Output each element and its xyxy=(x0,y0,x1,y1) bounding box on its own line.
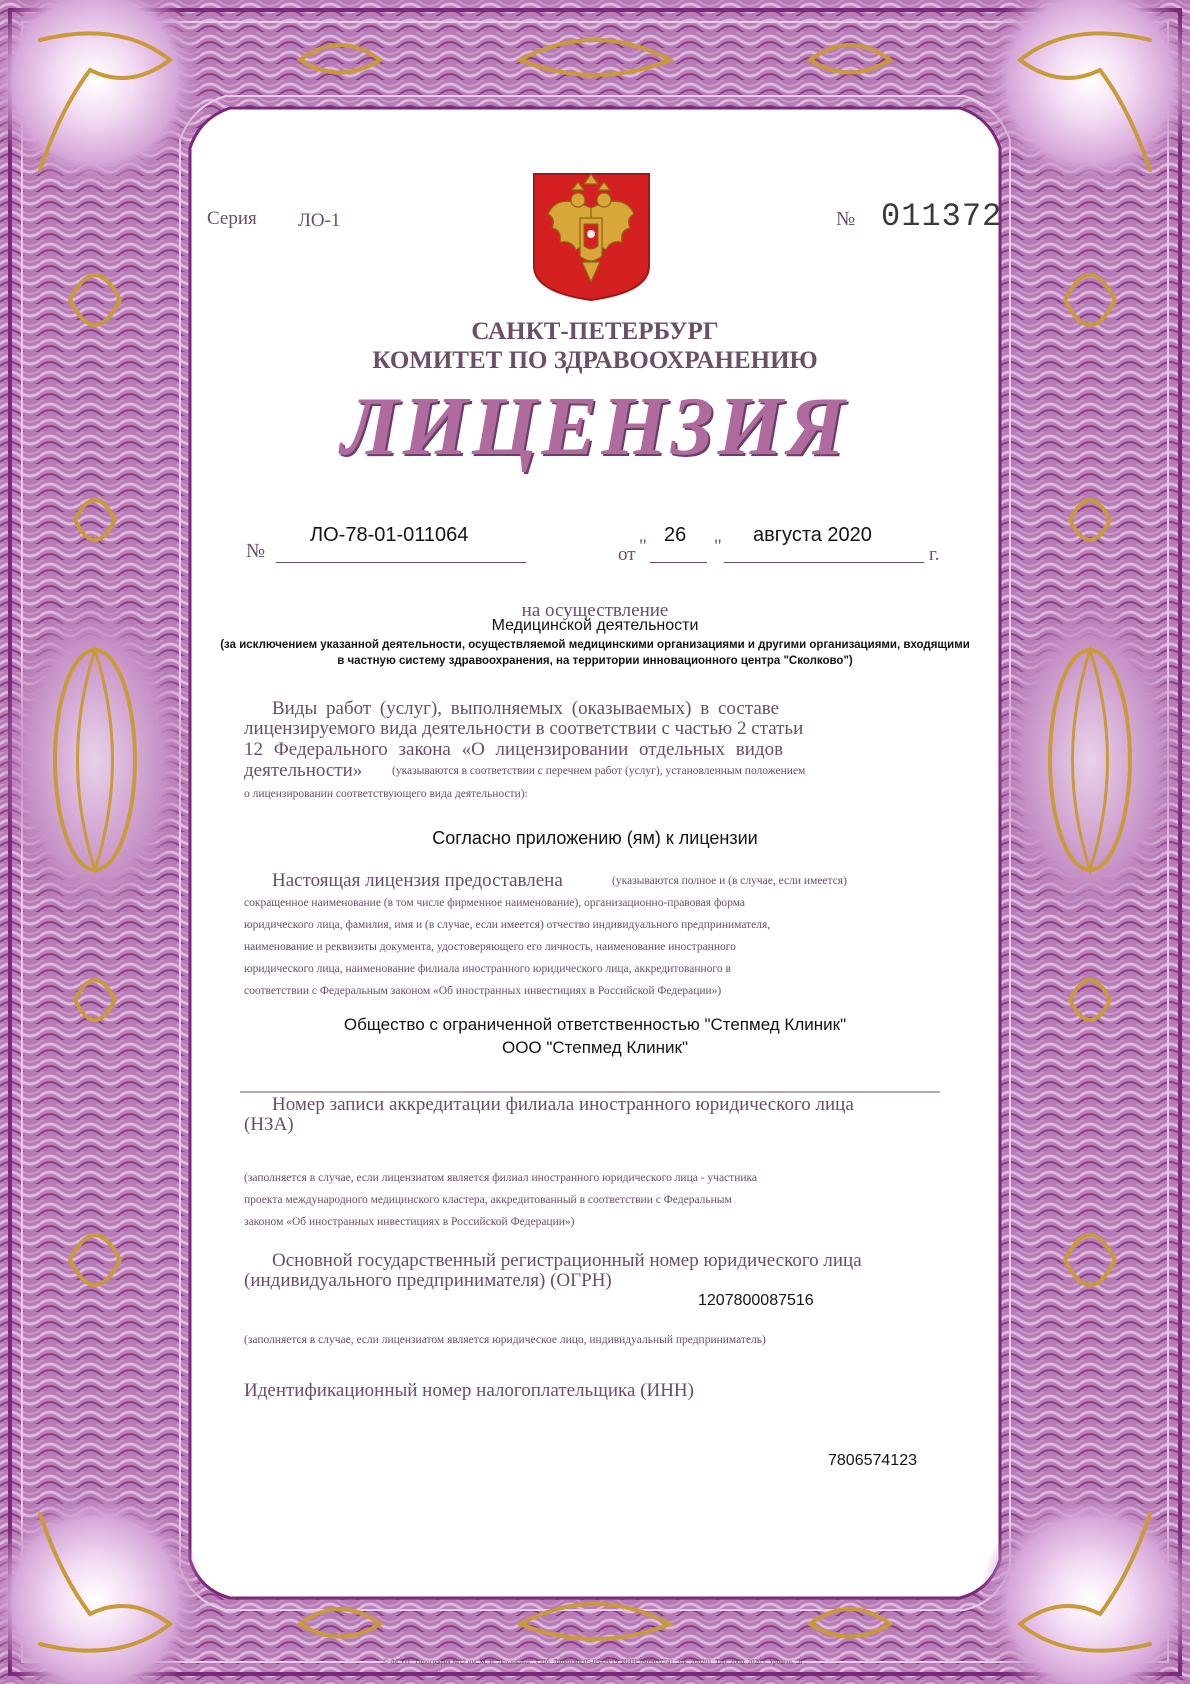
ogrn-text-line1: Основной государственный регистрационный номер юридического лица xyxy=(272,1250,862,1271)
works-text-line3: 12 Федерального закона «О лицензировании отдельных видов xyxy=(244,739,784,760)
works-text-line2: лицензируемого вида деятельности в соответствии с частью 2 статьи xyxy=(244,718,804,739)
ogrn-text-line2: (индивидуального предпринимателя) (ОГРН) xyxy=(244,1270,612,1291)
quote-close: " xyxy=(714,536,722,557)
activity-name: Медицинской деятельности xyxy=(491,617,699,634)
license-day: 26 xyxy=(664,524,687,546)
license-number: ЛО-78-01-011064 xyxy=(310,524,469,546)
nza-text-line1: Номер записи аккредитации филиала иностранного юридического лица xyxy=(272,1094,854,1115)
license-month-year: августа 2020 xyxy=(753,524,872,546)
works-text-line1: Виды работ (услуг), выполняемых (оказываемых) в составе xyxy=(272,698,780,719)
licensee-short-name: ООО "Степмед Клиник" xyxy=(501,1038,689,1057)
licensee-note-line3: юридического лица, фамилия, имя и (в случае, если имеется) отчество индивидуального предпринимателя, xyxy=(244,919,771,931)
authority-title: КОМИТЕТ ПО ЗДРАВООХРАНЕНИЮ xyxy=(372,347,818,374)
form-number-sign: № xyxy=(836,208,856,230)
works-value: Согласно приложению (ям) к лицензии xyxy=(432,828,758,848)
licensee-note-line2: сокращенное наименование (в том числе фирменное наименование), организационно-правовая форма xyxy=(244,897,746,909)
nza-text-line2: (НЗА) xyxy=(244,1114,294,1135)
russian-coat-of-arms-icon xyxy=(530,170,653,303)
licensee-text: Настоящая лицензия предоставлена xyxy=(272,870,563,891)
nza-note-line3: законом «Об иностранных инвестициях в Российской Федерации») xyxy=(244,1216,575,1228)
licensee-note-line1: (указываются полное и (в случае, если имеется) xyxy=(612,875,847,887)
series-label: Серия xyxy=(207,208,257,229)
activity-note-line1: (за исключением указанной деятельности, осуществляемой медицинскими организациями и другими организациями, входящими xyxy=(220,639,970,651)
series-value: ЛО-1 xyxy=(298,210,341,231)
licensee-note-line6: соответствии с Федеральным законом «Об иностранных инвестициях в Российской Федерации») xyxy=(244,985,722,997)
quote-open: " xyxy=(639,536,647,557)
nza-note-line2: проекта международного медицинского кластера, аккредитованный в соответствии с Федеральным xyxy=(244,1194,732,1206)
license-date-from-label: от xyxy=(618,544,636,565)
licensee-full-name: Общество с ограниченной ответственностью "Степмед Клиник" xyxy=(343,1015,847,1034)
licensee-note-line4: наименование и реквизиты документа, удостоверяющего его личность, наименование иностранного xyxy=(244,941,736,953)
works-text-line4-note: (указываются в соответствии с перечнем работ (услуг), установленным положением xyxy=(392,765,806,777)
nza-note-line1: (заполняется в случае, если лицензиатом является филиал иностранного юридического лица - участника xyxy=(244,1172,758,1184)
licensee-note-line5: юридического лица, наименование филиала иностранного юридического лица, аккредитованного в xyxy=(244,963,731,975)
city-title: САНКТ-ПЕТЕРБУРГ xyxy=(471,318,719,345)
works-text-line4: деятельности» xyxy=(244,760,363,781)
inn-value: 7806574123 xyxy=(828,1452,917,1469)
license-year-suffix: г. xyxy=(929,544,940,565)
ogrn-value: 1207800087516 xyxy=(698,1292,814,1309)
license-number-sign: № xyxy=(246,540,266,562)
document-type-title: ЛИЦЕНЗИЯ xyxy=(341,380,849,473)
ogrn-note: (заполняется в случае, если лицензиатом является юридическое лицо, индивидуальный предприниматель) xyxy=(244,1334,766,1346)
works-text-line5-note: о лицензировании соответствующего вида деятельности): xyxy=(244,788,528,800)
activity-note-line2: в частную систему здравоохранения, на территории инновационного центра "Сколково") xyxy=(337,655,853,667)
form-number: 011372 xyxy=(881,198,1003,235)
printer-imprint: © ФГУП "Типография №12 им. М. И. Лоханкина". СПб. Лицензия 05-03-09/19. ИНН 7809037741. Зак. 200201. Тир. 2000. 2020 г. Уровень "Б". xyxy=(383,1658,807,1666)
inn-text: Идентификационный номер налогоплательщика (ИНН) xyxy=(244,1380,694,1401)
activity-label: на осуществление xyxy=(521,600,669,621)
